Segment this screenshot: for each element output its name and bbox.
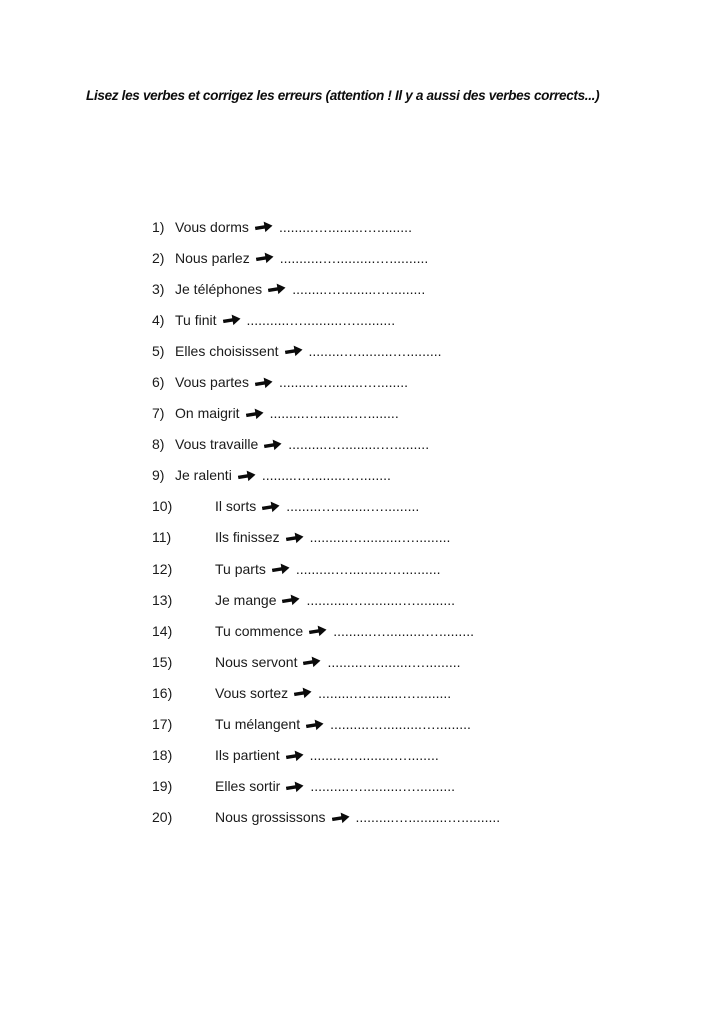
answer-blank: .........….........…......... [286,498,420,515]
arrow-right-icon [285,530,305,547]
list-item [152,646,500,677]
item-verb: Nous grossissons [215,809,326,826]
answer-blank: ..........…..........…......... [330,716,471,733]
item-number: 20) [152,809,173,826]
answer-blank: ..........…..........…......... [288,436,430,453]
answer-blank: .........….........…......... [278,218,412,235]
arrow-right-icon [254,219,274,236]
answer-blank: ..........…..........….......... [295,560,441,577]
answer-blank: .........….........…........ [269,405,399,422]
item-verb: Ils finissez [215,529,280,546]
item-verb: Je mange [215,591,277,608]
item-verb: Nous parlez [175,249,250,266]
item-number: 3) [152,280,165,297]
list-item [152,709,500,740]
item-number: 1) [152,218,165,235]
answer-blank: .........….........…........ [278,374,409,391]
item-number: 7) [152,405,165,422]
list-item [152,740,500,771]
arrow-right-icon [263,436,283,453]
list-item [152,366,500,397]
item-verb: Je téléphones [175,280,263,297]
arrow-right-icon [282,592,302,609]
answer-blank: ..........…..........….......... [355,809,501,826]
answer-blank: ..........…..........…......... [309,529,451,546]
item-verb: Je ralenti [175,467,232,484]
list-item [152,398,500,429]
exercise-list [152,211,500,833]
arrow-right-icon [284,343,304,360]
arrow-right-icon [255,250,275,267]
item-number: 8) [152,436,165,453]
arrow-right-icon [222,312,242,329]
item-verb: Tu finit [175,311,217,328]
item-verb: Il sorts [215,498,257,515]
arrow-right-icon [271,561,291,578]
item-number: 16) [152,684,173,701]
list-item [152,242,500,273]
list-item [152,429,500,460]
answer-blank: .........….........…........ [309,747,439,764]
answer-blank: ...........…..........….......... [246,311,396,328]
item-verb: Tu mélangent [215,716,301,733]
list-item [152,553,500,584]
item-verb: Vous dorms [175,218,249,235]
list-item [152,771,500,802]
answer-blank: .........….........…......... [318,684,452,701]
item-verb: Ils partient [215,747,280,764]
item-number: 5) [152,342,165,359]
answer-blank: ..........…..........….......... [310,778,456,795]
item-number: 19) [152,778,173,795]
arrow-right-icon [245,405,265,422]
page-title: Lisez les verbes et corrigez les erreurs (attention ! Il y a aussi des verbes corrects...) [86,88,600,103]
item-number: 13) [152,591,173,608]
arrow-right-icon [267,281,287,298]
list-item [152,522,500,553]
item-verb: Tu commence [215,622,304,639]
answer-blank: .........….........…......... [292,280,426,297]
item-verb: Vous sortez [215,684,289,701]
arrow-right-icon [261,499,281,516]
item-verb: Elles choisissent [175,342,279,359]
list-item [152,211,500,242]
item-verb: Nous servont [215,653,298,670]
item-number: 6) [152,374,165,391]
list-item [152,273,500,304]
item-number: 17) [152,716,173,733]
item-number: 9) [152,467,165,484]
item-number: 18) [152,747,173,764]
answer-blank: .........….........…......... [308,342,442,359]
arrow-right-icon [254,374,274,391]
list-item [152,335,500,366]
arrow-right-icon [237,467,257,484]
item-number: 4) [152,311,165,328]
item-number: 2) [152,249,165,266]
list-item [152,460,500,491]
arrow-right-icon [285,778,305,795]
answer-blank: .........….........…......... [327,653,461,670]
arrow-right-icon [285,747,305,764]
list-item [152,615,500,646]
arrow-right-icon [305,716,325,733]
list-item [152,491,500,522]
item-number: 11) [152,529,172,546]
item-verb: On maigrit [175,405,240,422]
item-number: 10) [152,498,173,515]
list-item [152,584,500,615]
answer-blank: ...........…..........….......... [306,591,456,608]
item-verb: Elles sortir [215,778,281,795]
answer-blank: ..........…..........…......... [333,622,474,639]
list-item [152,304,500,335]
item-number: 14) [152,622,173,639]
item-verb: Vous partes [175,374,249,391]
answer-blank: .........….........…........ [261,467,391,484]
arrow-right-icon [303,654,323,671]
item-verb: Vous travaille [175,436,259,453]
arrow-right-icon [293,685,313,702]
item-number: 12) [152,560,173,577]
arrow-right-icon [308,623,328,640]
list-item [152,802,500,833]
answer-blank: ...........…..........….......... [279,249,429,266]
arrow-right-icon [331,810,351,827]
item-number: 15) [152,653,173,670]
list-item [152,677,500,708]
item-verb: Tu parts [215,560,266,577]
